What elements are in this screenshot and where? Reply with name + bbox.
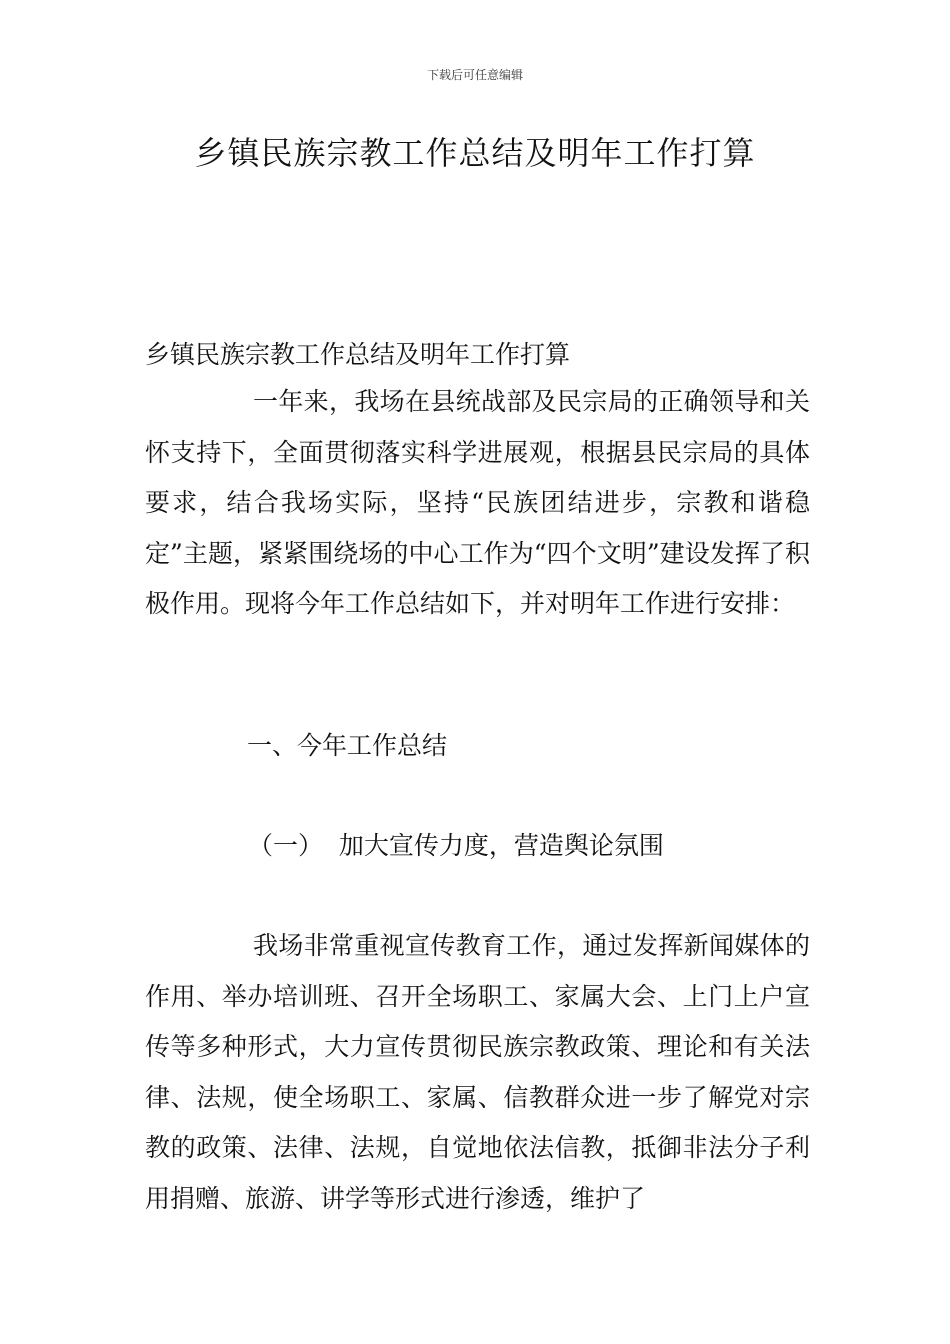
section1-paragraph: 我场非常重视宣传教育工作，通过发挥新闻媒体的作用、举办培训班、召开全场职工、家属大会、上门上户宣传等多种形式，大力宣传贯彻民族宗教政策、理论和有关法律、法规，使全场职工、家属、信教群众进一步了解党对宗教的政策、法律、法规，自觉地依法信教，抵御非法分子利用捐赠、旅游、讲学等形式进行渗透，维护了 xyxy=(145,931,810,1213)
download-note: 下载后可任意编辑 xyxy=(426,68,523,82)
repeated-title: 乡镇民族宗教工作总结及明年工作打算 xyxy=(145,340,571,369)
subsection-heading: （一） 加大宣传力度，营造舆论氛围 xyxy=(248,831,664,860)
document-title: 乡镇民族宗教工作总结及明年工作打算 xyxy=(194,134,756,172)
intro-paragraph: 一年来，我场在县统战部及民宗局的正确领导和关怀支持下，全面贯彻落实科学进展观，根据县民宗局的具体要求，结合我场实际，坚持“民族团结进步，宗教和谐稳定”主题，紧紧围绕场的中心工作为“四个文明”建设发挥了积极作用。现将今年工作总结如下，并对明年工作进行安排： xyxy=(145,387,810,618)
section-heading: 一、今年工作总结 xyxy=(247,731,448,760)
